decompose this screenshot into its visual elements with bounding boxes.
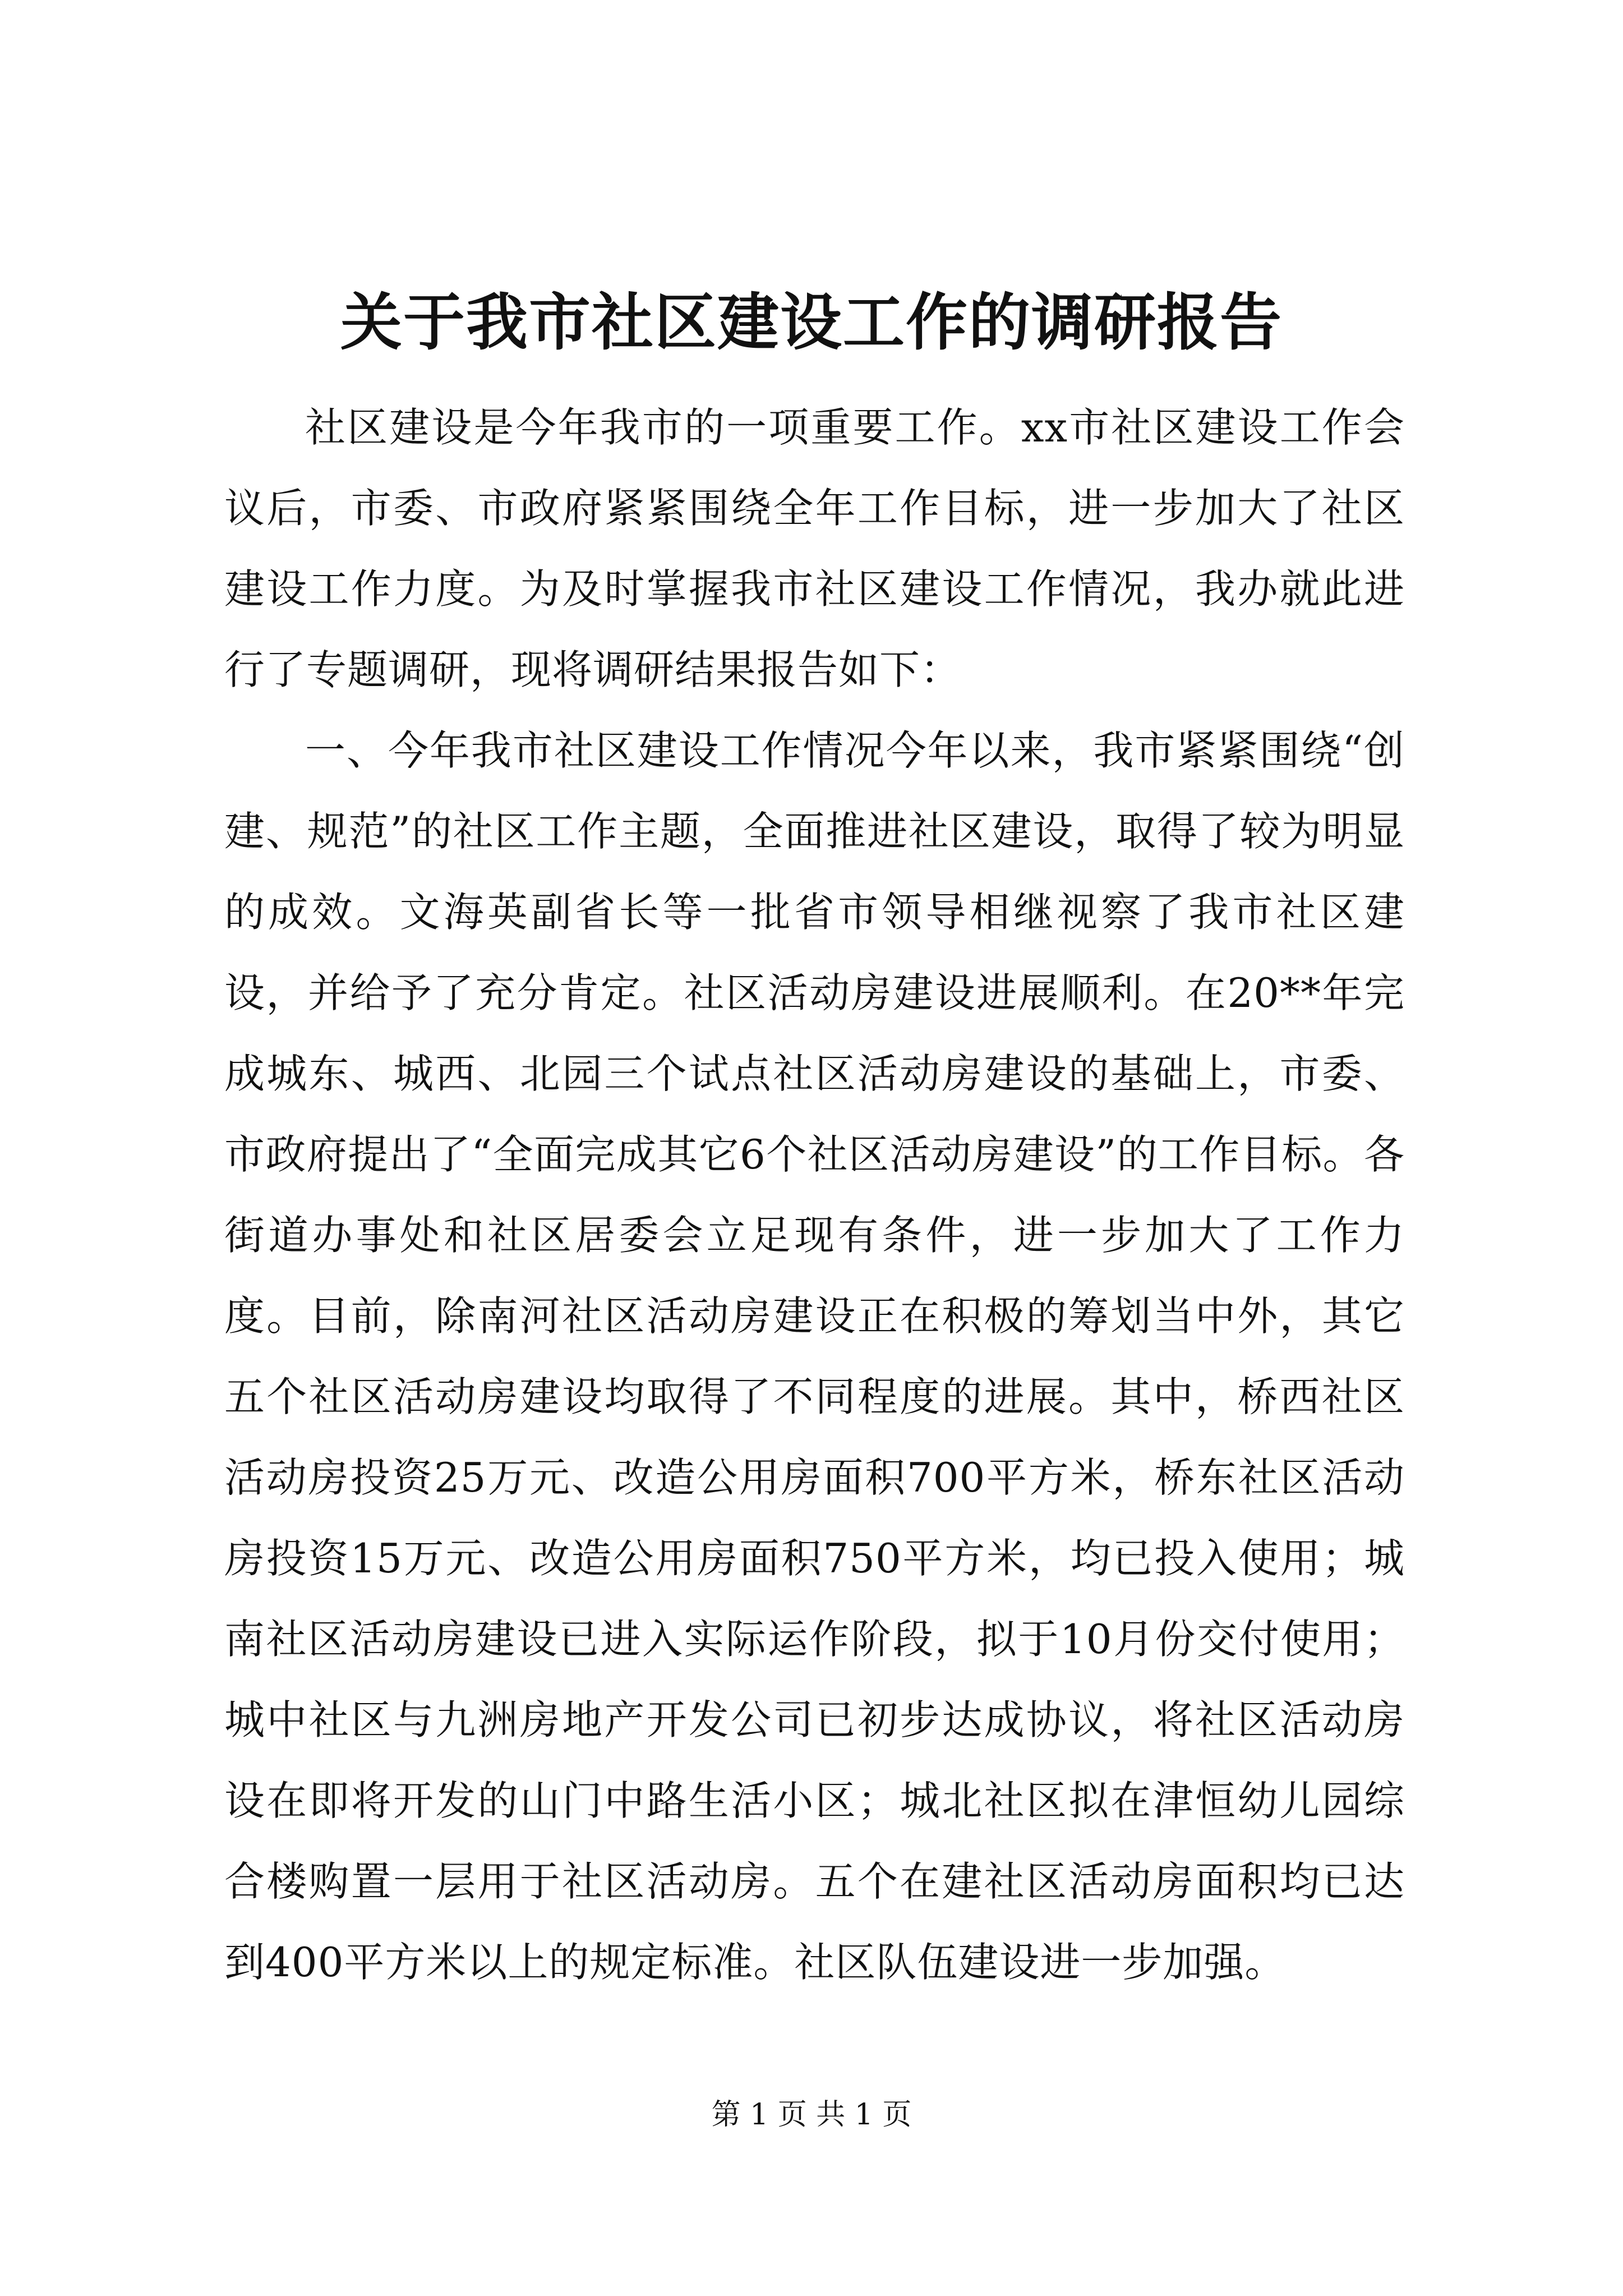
page-footer: 第 1 页 共 1 页 (711, 2098, 912, 2132)
document-body (224, 387, 1405, 2003)
paragraph-section-one: 一、今年我市社区建设工作情况今年以来，我市紧紧围绕“创建、规范”的社区工作主题，全面推进社区建设，取得了较为明显的成效。文海英副省长等一批省市领导相继视察了我市社区建设，并给予了充分肯定。社区活动房建设进展顺利。在20**年完成城东、城西、北园三个试点社区活动房建设的基础上，市委、市政府提出了“全面完成其它6个社区活动房建设”的工作目标。各街道办事处和社区居委会立足现有条件，进一步加大了工作力度。目前，除南河社区活动房建设正在积极的筹划当中外，其它五个社区活动房建设均取得了不同程度的进展。其中，桥西社区活动房投资25万元、改造公用房面积700平方米，桥东社区活动房投资15万元、改造公用房面积750平方米，均已投入使用；城南社区活动房建设已进入实际运作阶段，拟于10月份交付使用；城中社区与九洲房地产开发公司已初步达成协议，将社区活动房设在即将开发的山门中路生活小区；城北社区拟在津恒幼儿园综合楼购置一层用于社区活动房。五个在建社区活动房面积均已达到400平方米以上的规定标准。社区队伍建设进一步加强。 (224, 727, 1405, 1986)
document-title: 关于我市社区建设工作的调研报告 (340, 286, 1283, 358)
paragraph-intro: 社区建设是今年我市的一项重要工作。xx市社区建设工作会议后，市委、市政府紧紧围绕全年工作目标，进一步加大了社区建设工作力度。为及时掌握我市社区建设工作情况，我办就此进行了专题调研，现将调研结果报告如下： (224, 404, 1405, 693)
